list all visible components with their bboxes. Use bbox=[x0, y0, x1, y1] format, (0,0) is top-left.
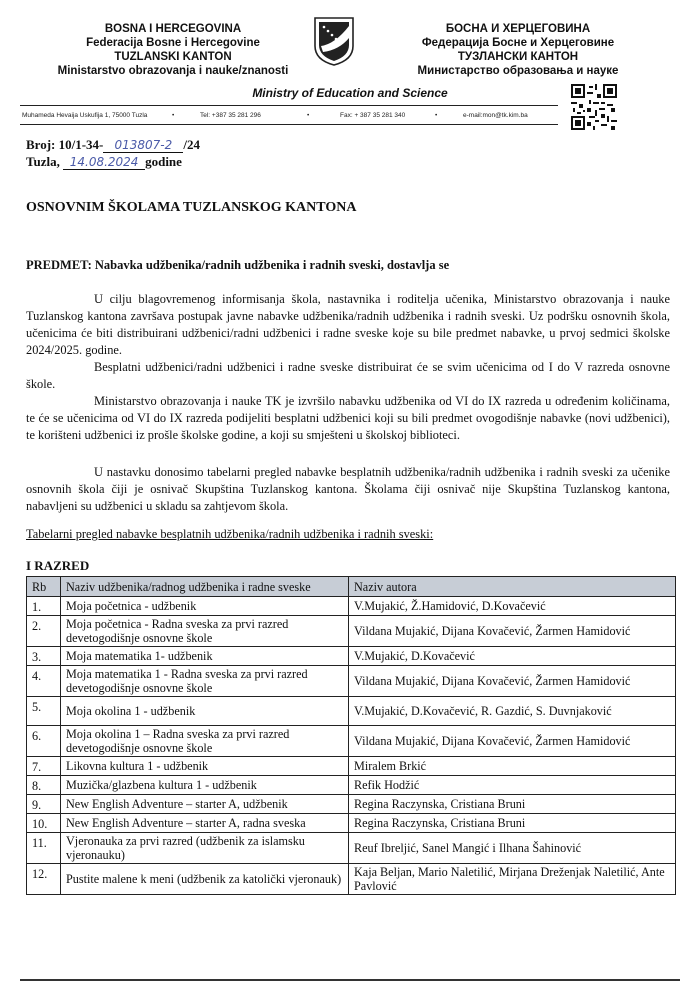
author-cell: Refik Hodžić bbox=[349, 776, 676, 795]
title-cell: New English Adventure – starter A, radna sveska bbox=[61, 814, 349, 833]
title-cell: Muzička/glazbena kultura 1 - udžbenik bbox=[61, 776, 349, 795]
contact-line: Muhameda Hevaija Uskufija 1, 75000 Tuzla • Tel: +387 35 281 296 • Fax: + 387 35 281 340 • e-mail:mon@tk.kim.ba bbox=[22, 112, 528, 119]
table-row bbox=[27, 647, 676, 666]
table-row bbox=[27, 795, 676, 814]
row-number-cell: 3. bbox=[27, 647, 61, 666]
header-right-line: ТУЗЛАНСКИ КАНТОН bbox=[457, 51, 579, 63]
header-left-line: BOSNA I HERCEGOVINA bbox=[104, 23, 242, 35]
header-right-line: БОСНА И ХЕРЦЕГОВИНА bbox=[445, 23, 591, 35]
document-date bbox=[26, 154, 182, 170]
author-cell: Miralem Brkić bbox=[349, 757, 676, 776]
column-header-rb: Rb bbox=[27, 577, 61, 597]
column-header-author: Naziv autora bbox=[349, 577, 676, 597]
paragraph: U nastavku donosimo tabelarni pregled nabavke besplatnih udžbenika/radnih udžbenika i radnih sveski za učenike osnovnih škola čiji je osnivač Skupština Tuzlanskog kantona. Školama čiji osnivač nije Skupština Tuzlanskog kantona, nabavljeni su udžbenici u skladu sa zahtjevom škola. bbox=[26, 465, 670, 513]
row-number-cell: 8. bbox=[27, 776, 61, 795]
table-row bbox=[27, 757, 676, 776]
table-row bbox=[27, 814, 676, 833]
header-left bbox=[38, 22, 308, 78]
page-bottom-edge bbox=[20, 979, 680, 981]
header-right-line: Министарство образовања и науке bbox=[417, 65, 619, 77]
author-cell: Regina Raczynska, Cristiana Bruni bbox=[349, 814, 676, 833]
author-cell: Kaja Beljan, Mario Naletilić, Mirjana Dreženjak Naletilić, Ante Pavlović bbox=[349, 864, 676, 895]
title-cell: Moja početnica - Radna sveska za prvi razred devetogodišnje osnovne škole bbox=[61, 616, 349, 647]
table-row bbox=[27, 616, 676, 647]
paragraph: Ministarstvo obrazovanja i nauke TK je izvršilo nabavku udžbenika od VI do IX razreda u određenim količinama, te će se učenicima od VI do IX razreda podijeliti besplatni udžbenici koji su bili predmet ovogodišnje nabavke (novi udžbenici), te korišteni udžbenici iz prošle školske godine, a koji su smješteni u školskoj biblioteci. bbox=[26, 394, 670, 442]
table-header-row bbox=[27, 577, 676, 597]
address-text: Muhameda Hevaija Uskufija 1, 75000 Tuzla bbox=[22, 112, 148, 119]
email-text: e-mail:mon@tk.kim.ba bbox=[463, 112, 528, 119]
recipient: OSNOVNIM ŠKOLAMA TUZLANSKOG KANTONA bbox=[26, 200, 357, 215]
header-left-line: Ministarstvo obrazovanja i nauke/znanosti bbox=[57, 65, 289, 77]
title-cell: Moja početnica - udžbenik bbox=[61, 597, 349, 616]
qr-code-icon bbox=[571, 84, 617, 130]
row-number-cell: 4. bbox=[27, 666, 61, 697]
title-cell: Vjeronauka za prvi razred (udžbenik za islamsku vjeronauku) bbox=[61, 833, 349, 864]
phone-text: Tel: +387 35 281 296 bbox=[200, 112, 261, 119]
row-number-cell: 12. bbox=[27, 864, 61, 895]
document-number-suffix: /24 bbox=[183, 137, 201, 152]
textbook-table bbox=[26, 576, 676, 895]
ministry-english-name: Ministry of Education and Science bbox=[252, 86, 448, 100]
table-row bbox=[27, 666, 676, 697]
title-cell: Moja okolina 1 - udžbenik bbox=[61, 697, 349, 726]
table-row bbox=[27, 864, 676, 895]
table-row bbox=[27, 597, 676, 616]
table-row bbox=[27, 776, 676, 795]
title-cell: Moja matematika 1 - Radna sveska za prvi razred devetogodišnje osnovne škole bbox=[61, 666, 349, 697]
document-number bbox=[26, 137, 200, 153]
author-cell: Vildana Mujakić, Dijana Kovačević, Žarmen Hamidović bbox=[349, 726, 676, 757]
author-cell: V.Mujakić, D.Kovačević, R. Gazdić, S. Duvnjaković bbox=[349, 697, 676, 726]
table-row bbox=[27, 697, 676, 726]
coat-of-arms-icon bbox=[313, 16, 355, 66]
header-left-line: TUZLANSKI KANTON bbox=[114, 51, 232, 63]
header-right-line: Федерација Босне и Херцеговине bbox=[421, 37, 615, 49]
section-heading: I RAZRED bbox=[26, 558, 90, 573]
header-divider bbox=[20, 105, 558, 106]
contact-divider bbox=[20, 124, 558, 125]
row-number-cell: 2. bbox=[27, 616, 61, 647]
date-suffix: godine bbox=[145, 154, 182, 169]
author-cell: V.Mujakić, D.Kovačević bbox=[349, 647, 676, 666]
document-number-label: Broj: 10/1-34- bbox=[26, 137, 104, 152]
row-number-cell: 9. bbox=[27, 795, 61, 814]
author-cell: Regina Raczynska, Cristiana Bruni bbox=[349, 795, 676, 814]
title-cell: Moja matematika 1- udžbenik bbox=[61, 647, 349, 666]
table-row bbox=[27, 833, 676, 864]
row-number-cell: 7. bbox=[27, 757, 61, 776]
header-left-line: Federacija Bosne i Hercegovine bbox=[86, 37, 260, 49]
fax-text: Fax: + 387 35 281 340 bbox=[340, 112, 406, 119]
column-header-title: Naziv udžbenika/radnog udžbenika i radne sveske bbox=[61, 577, 349, 597]
body-paragraph-final bbox=[26, 464, 670, 515]
title-cell: New English Adventure – starter A, udžbenik bbox=[61, 795, 349, 814]
table-row bbox=[27, 726, 676, 757]
title-cell: Likovna kultura 1 - udžbenik bbox=[61, 757, 349, 776]
row-number-cell: 5. bbox=[27, 697, 61, 726]
row-number-cell: 10. bbox=[27, 814, 61, 833]
document-number-handwritten: 013807-2 bbox=[103, 138, 183, 153]
header-right bbox=[388, 22, 648, 78]
author-cell: V.Mujakić, Ž.Hamidović, D.Kovačević bbox=[349, 597, 676, 616]
row-number-cell: 6. bbox=[27, 726, 61, 757]
author-cell: Reuf Ibreljić, Sanel Mangić i Ilhana Šahinović bbox=[349, 833, 676, 864]
body-paragraphs bbox=[26, 291, 670, 444]
paragraph: U cilju blagovremenog informisanja škola, nastavnika i roditelja učenika, Ministarstvo obrazovanja i nauke Tuzlanskog kantona završava postupak javne nabavke udžbenika/radnih udžbenika i radnih sveski. Uz podršku osnovnih škola, učenicima će biti distribuirani udžbenici/radni udžbenici i radne sveske koje su bile predmet nabavke, u prvoj sedmici školske 2024/2025. godine. bbox=[26, 292, 670, 357]
paragraph: Besplatni udžbenici/radni udžbenici i radne sveske distribuirat će se svim učenicima od I do V razreda osnovne škole. bbox=[26, 360, 670, 391]
title-cell: Moja okolina 1 – Radna sveska za prvi razred devetogodišnje osnovne škole bbox=[61, 726, 349, 757]
date-handwritten: 14.08.2024 bbox=[63, 155, 145, 170]
row-number-cell: 11. bbox=[27, 833, 61, 864]
table-title: Tabelarni pregled nabavke besplatnih udžbenika/radnih udžbenika i radnih sveski: bbox=[26, 527, 434, 541]
author-cell: Vildana Mujakić, Dijana Kovačević, Žarmen Hamidović bbox=[349, 616, 676, 647]
row-number-cell: 1. bbox=[27, 597, 61, 616]
subject-line: PREDMET: Nabavka udžbenika/radnih udžbenika i radnih sveski, dostavlja se bbox=[26, 258, 450, 272]
title-cell: Pustite malene k meni (udžbenik za katolički vjeronauk) bbox=[61, 864, 349, 895]
author-cell: Vildana Mujakić, Dijana Kovačević, Žarmen Hamidović bbox=[349, 666, 676, 697]
date-label: Tuzla, bbox=[26, 154, 60, 169]
